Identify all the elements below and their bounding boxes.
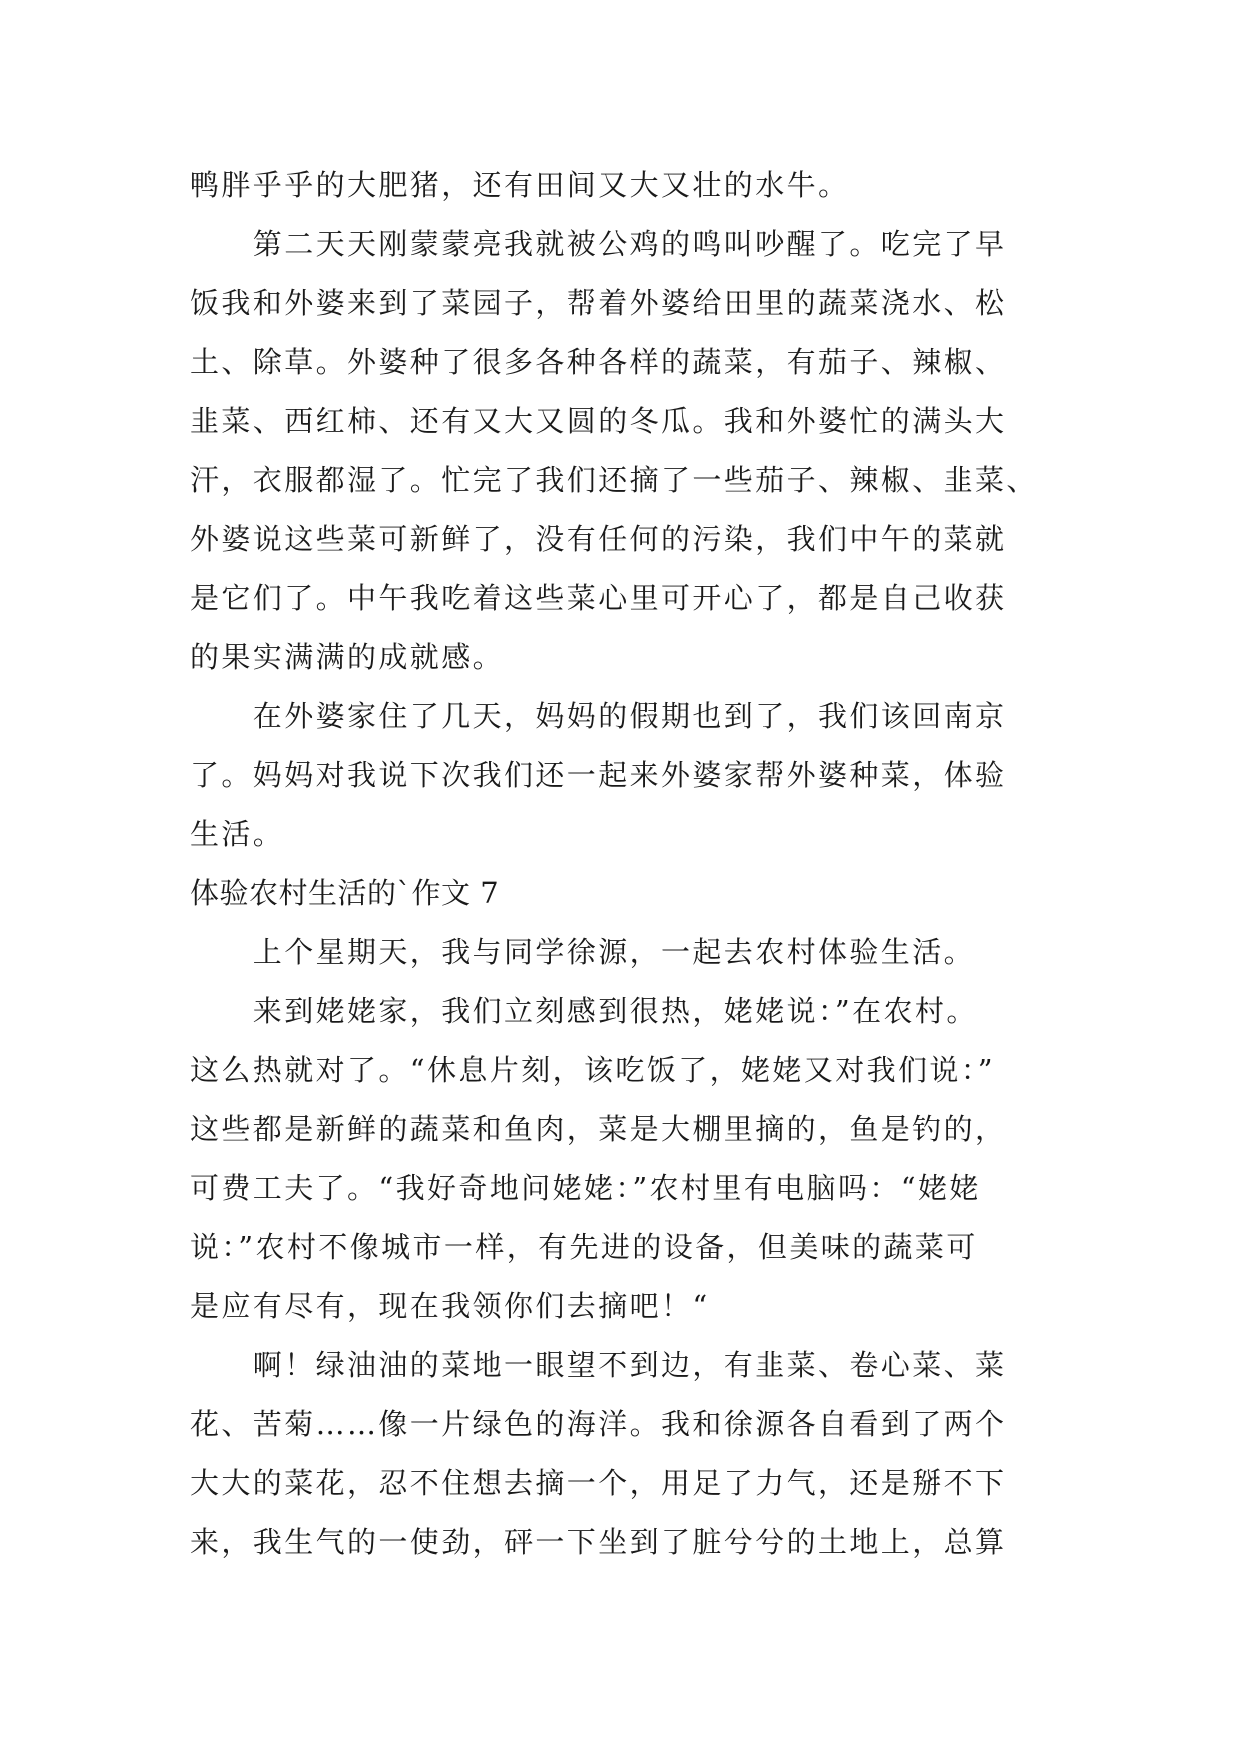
text-line: 说：”农村不像城市一样，有先进的设备，但美味的蔬菜可 <box>190 1230 978 1264</box>
text-line: 这么热就对了。“休息片刻，该吃饭了，姥姥又对我们说：” <box>190 1053 995 1087</box>
text-line: 可费工夫了。“我好奇地问姥姥：”农村里有电脑吗：“姥姥 <box>190 1171 981 1205</box>
section-heading: 体验农村生活的`作文 7 <box>190 876 500 910</box>
text-line: 来到姥姥家，我们立刻感到很热，姥姥说：”在农村。 <box>190 994 978 1028</box>
text-line: 鸭胖乎乎的大肥猪，还有田间又大又壮的水牛。 <box>190 168 850 202</box>
text-line: 是它们了。中午我吃着这些菜心里可开心了，都是自己收获 <box>190 581 1007 615</box>
text-line: 这些都是新鲜的蔬菜和鱼肉，菜是大棚里摘的，鱼是钓的， <box>190 1112 1007 1146</box>
text-line: 汗，衣服都湿了。忙完了我们还摘了一些茄子、辣椒、韭菜、 <box>190 463 1038 497</box>
text-line: 韭菜、西红柿、还有又大又圆的冬瓜。我和外婆忙的满头大 <box>190 404 1007 438</box>
text-line: 是应有尽有，现在我领你们去摘吧！“ <box>190 1289 710 1323</box>
text-line: 外婆说这些菜可新鲜了，没有任何的污染，我们中午的菜就 <box>190 522 1007 556</box>
text-line: 大大的菜花，忍不住想去摘一个，用足了力气，还是掰不下 <box>190 1466 1007 1500</box>
text-line: 生活。 <box>190 817 285 851</box>
text-line: 花、苦菊……像一片绿色的海洋。我和徐源各自看到了两个 <box>190 1407 1007 1441</box>
text-line: 第二天天刚蒙蒙亮我就被公鸡的鸣叫吵醒了。吃完了早 <box>190 227 1007 261</box>
text-line: 啊！绿油油的菜地一眼望不到边，有韭菜、卷心菜、菜 <box>190 1348 1007 1382</box>
text-line: 上个星期天，我与同学徐源，一起去农村体验生活。 <box>190 935 976 969</box>
text-line: 在外婆家住了几天，妈妈的假期也到了，我们该回南京 <box>190 699 1007 733</box>
text-line: 饭我和外婆来到了菜园子，帮着外婆给田里的蔬菜浇水、松 <box>190 286 1007 320</box>
text-line: 土、除草。外婆种了很多各种各样的蔬菜，有茄子、辣椒、 <box>190 345 1007 379</box>
text-line: 了。妈妈对我说下次我们还一起来外婆家帮外婆种菜，体验 <box>190 758 1007 792</box>
text-line: 来，我生气的一使劲，砰一下坐到了脏兮兮的土地上，总算 <box>190 1525 1007 1559</box>
text-line: 的果实满满的成就感。 <box>190 640 505 674</box>
essay-text <box>190 156 1060 1572</box>
